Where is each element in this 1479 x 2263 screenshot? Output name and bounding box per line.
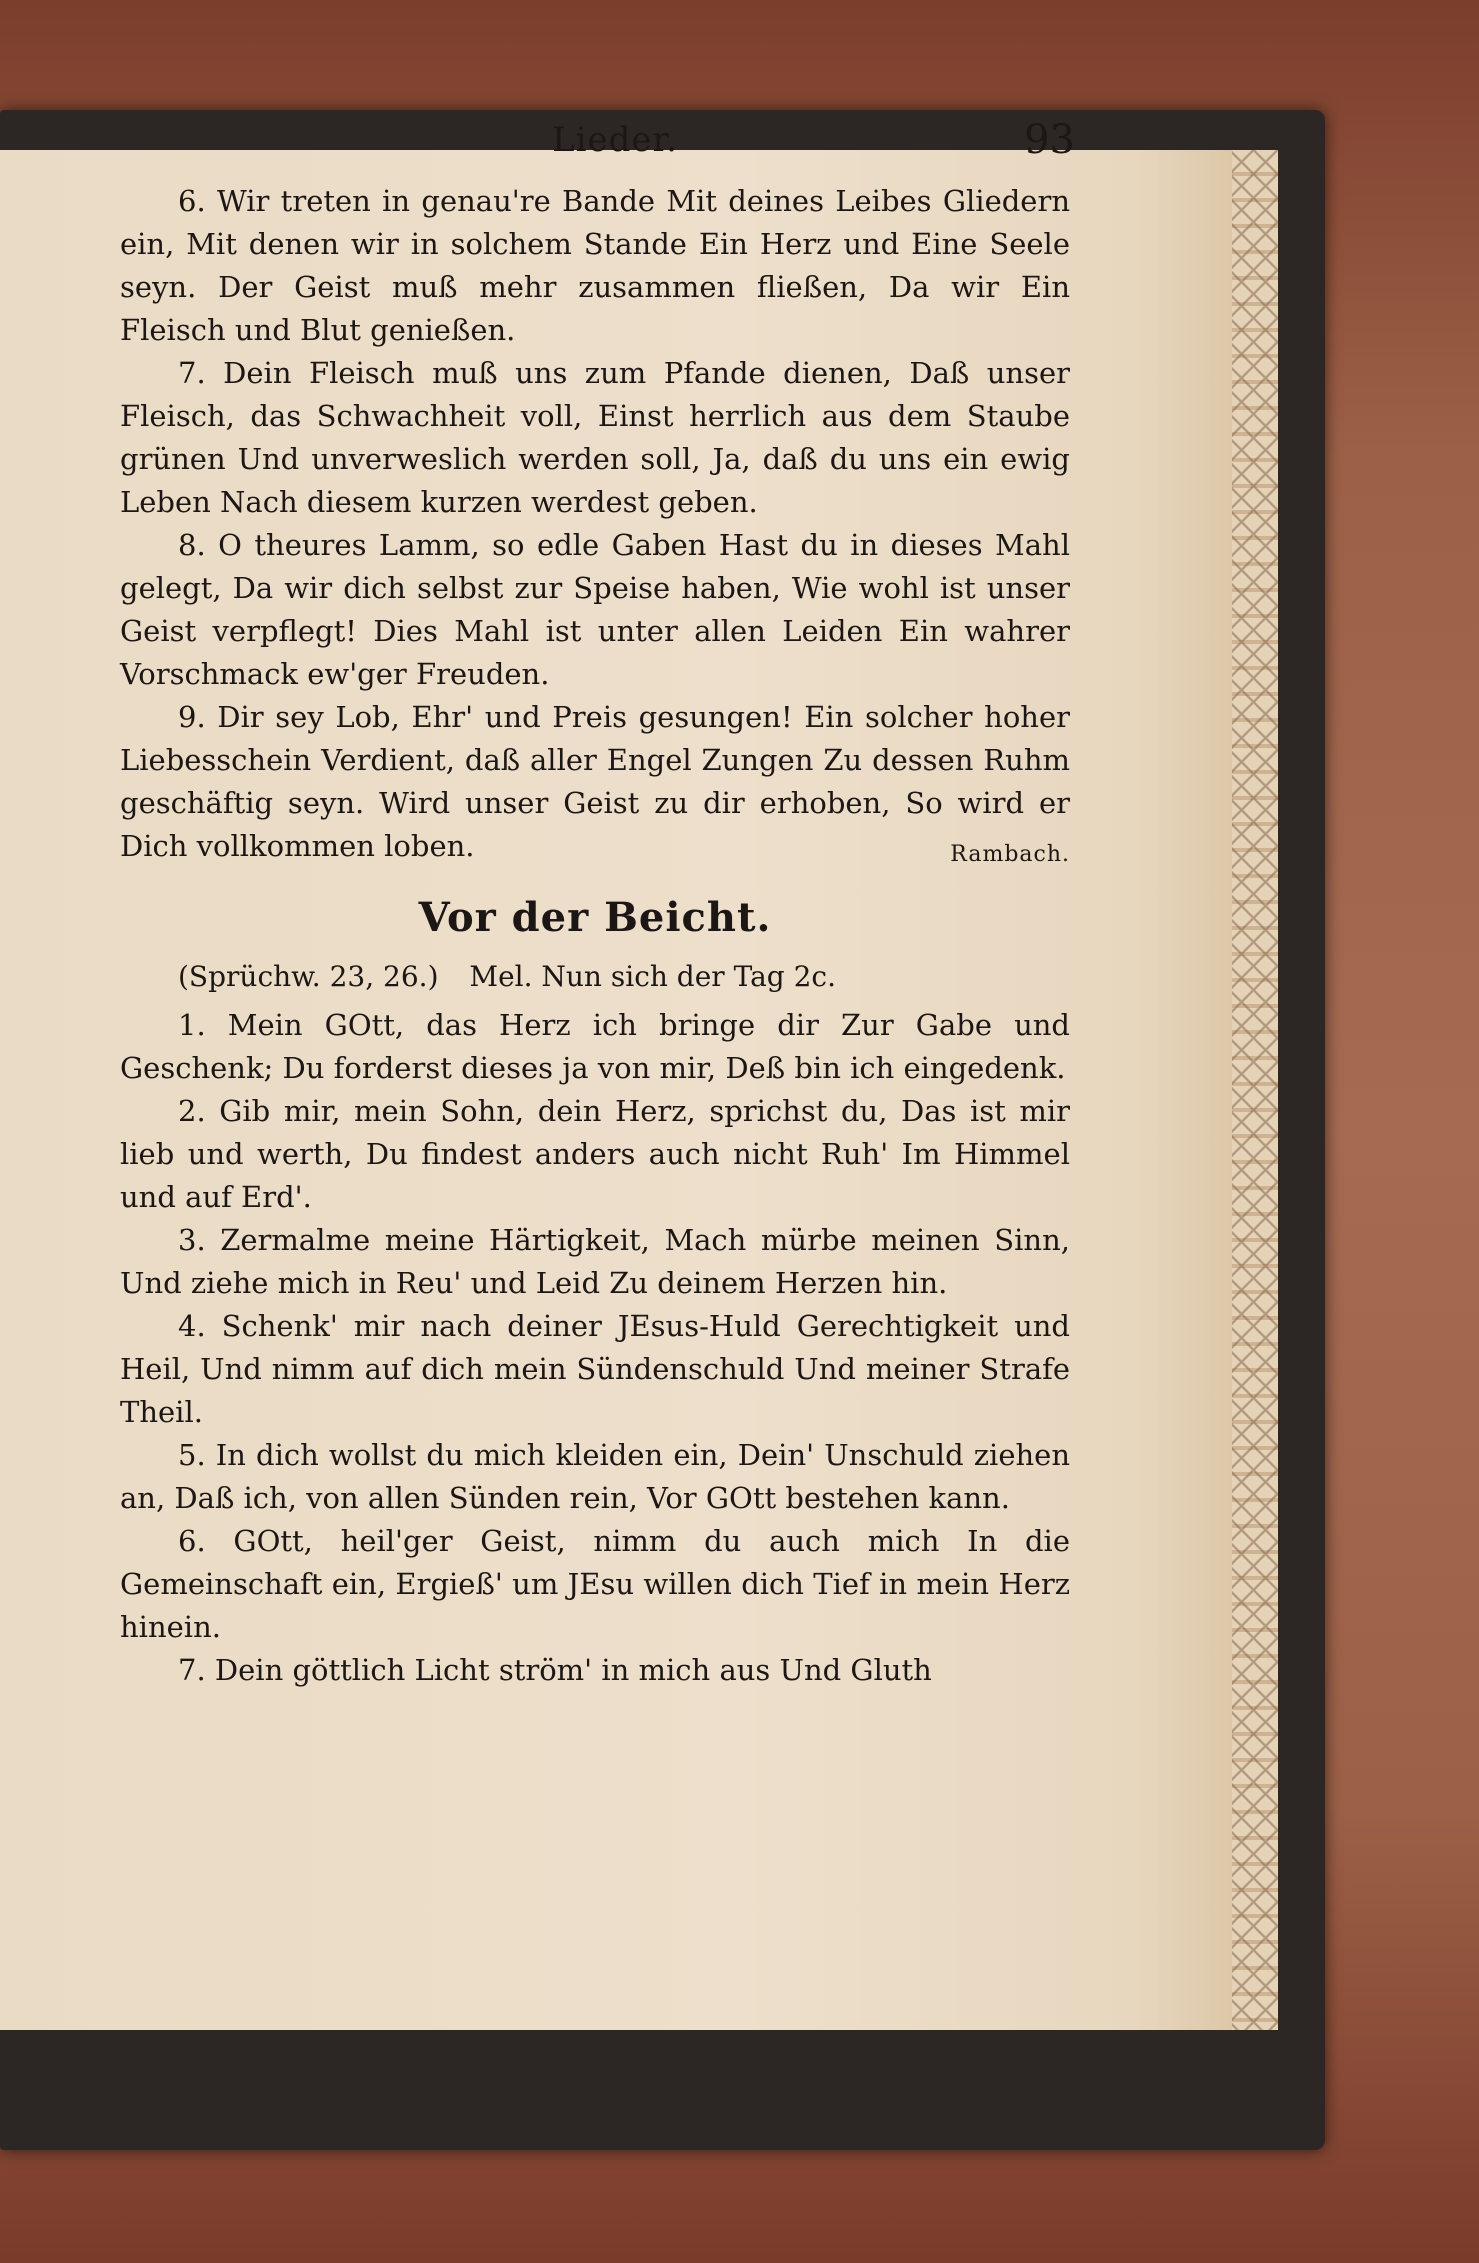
melody-note: Mel. Nun sich der Tag 2c. — [469, 960, 837, 993]
verse-7: 7. Dein Fleisch muß uns zum Pfande dienen, Daß unser Fleisch, das Schwachheit voll, Einst herrlich aus dem Staube grünen Und unverweslich werden soll, Ja, daß du uns ein ewig Leben Nach diesem kurzen werdest geben. — [120, 356, 1070, 519]
hymn-meta — [120, 955, 1070, 998]
page-number: 93 — [1024, 117, 1075, 163]
page-header — [0, 110, 1232, 170]
hymn-verse-4: 4. Schenk' mir nach deiner JEsus-Huld Gerechtigkeit und Heil, Und nimm auf dich mein Sündenschuld Und meiner Strafe Theil. — [120, 1309, 1070, 1429]
hymn-verse-3: 3. Zermalme meine Härtigkeit, Mach mürbe meinen Sinn, Und ziehe mich in Reu' und Leid Zu deinem Herzen hin. — [120, 1223, 1070, 1300]
scripture-reference: (Sprüchw. 23, 26.) — [178, 960, 439, 993]
hymn-verse-7: 7. Dein göttlich Licht ström' in mich aus Und Gluth — [178, 1653, 932, 1687]
hymn-verse-2: 2. Gib mir, mein Sohn, dein Herz, sprichst du, Das ist mir lieb und werth, Du findest anders auch nicht Ruh' Im Himmel und auf Erd'. — [120, 1094, 1070, 1214]
verse-6: 6. Wir treten in genau're Bande Mit deines Leibes Gliedern ein, Mit denen wir in solchem Stande Ein Herz und Eine Seele seyn. Der Geist muß mehr zusammen fließen, Da wir Ein Fleisch und Blut genießen. — [120, 184, 1070, 347]
running-head: Lieder. — [552, 120, 678, 160]
verse-9-text: 9. Dir sey Lob, Ehr' und Preis gesungen! Ein solcher hoher Liebesschein Verdient, daß aller Engel Zungen Zu dessen Ruhm geschäftig seyn. Wird unser Geist zu dir erhoben, So wird er Dich vollkommen loben. — [120, 700, 1070, 863]
hymn-verse-6: 6. GOtt, heil'ger Geist, nimm du auch mich In die Gemeinschaft ein, Ergieß' um JEsu willen dich Tief in mein Herz hinein. — [120, 1524, 1070, 1644]
hymn-title: Vor der Beicht. — [418, 894, 772, 941]
text-block — [120, 180, 1070, 1692]
verse-8: 8. O theures Lamm, so edle Gaben Hast du in dieses Mahl gelegt, Da wir dich selbst zur Speise haben, Wie wohl ist unser Geist verpflegt! Dies Mahl ist unter allen Leiden Ein wahrer Vorschmack ew'ger Freuden. — [120, 528, 1070, 691]
hymn-verse-1: 1. Mein GOtt, das Herz ich bringe dir Zur Gabe und Geschenk; Du forderst dieses ja von mir, Deß bin ich eingedenk. — [120, 1008, 1070, 1085]
hymn-verse-5: 5. In dich wollst du mich kleiden ein, Dein' Unschuld ziehen an, Daß ich, von allen Sünden rein, Vor GOtt bestehen kann. — [120, 1438, 1070, 1515]
author-attribution: Rambach. — [950, 842, 1070, 867]
verse-9 — [120, 696, 1070, 868]
page-edge — [1230, 150, 1278, 2030]
